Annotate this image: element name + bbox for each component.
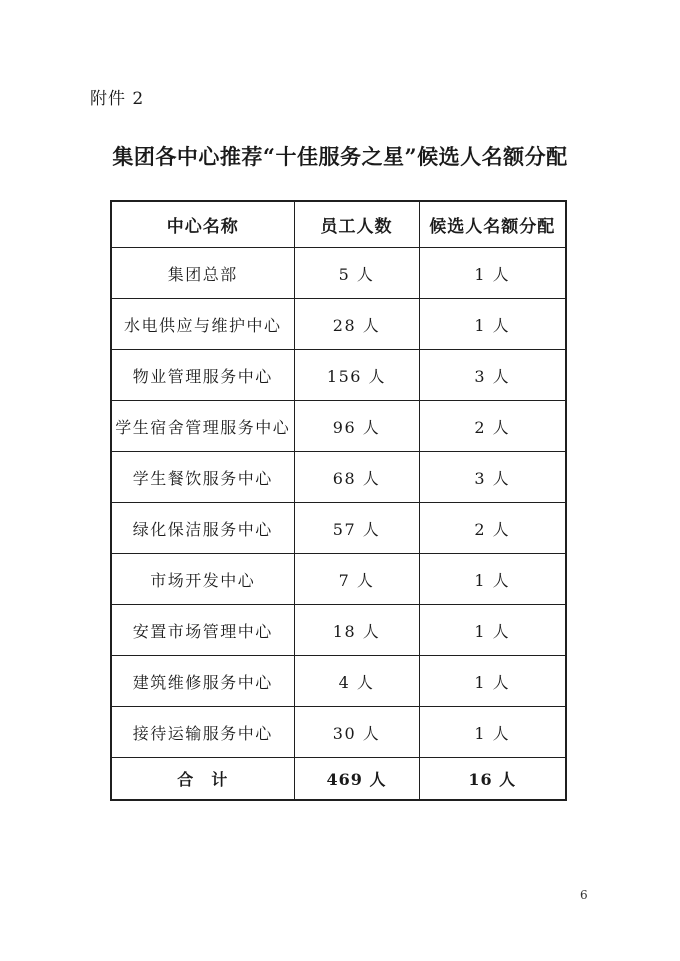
- cell-quota: 1 人: [419, 299, 566, 350]
- cell-quota: 3 人: [419, 350, 566, 401]
- cell-employee-count: 4 人: [294, 656, 419, 707]
- table-total-row: [111, 758, 566, 801]
- header-center-name: 中心名称: [111, 201, 294, 248]
- cell-center-name: 市场开发中心: [111, 554, 294, 605]
- cell-employee-count: 57 人: [294, 503, 419, 554]
- page-number: 6: [580, 888, 588, 902]
- attachment-label: 附件 2: [90, 89, 145, 109]
- cell-quota: 3 人: [419, 452, 566, 503]
- header-employee-count: 员工人数: [294, 201, 419, 248]
- cell-center-name: 学生宿舍管理服务中心: [111, 401, 294, 452]
- cell-total-label: 合 计: [111, 758, 294, 801]
- cell-employee-count: 18 人: [294, 605, 419, 656]
- table-row: [111, 554, 566, 605]
- table-row: [111, 350, 566, 401]
- cell-center-name: 安置市场管理中心: [111, 605, 294, 656]
- cell-center-name: 学生餐饮服务中心: [111, 452, 294, 503]
- quota-allocation-table: [110, 200, 567, 801]
- cell-total-employees: 469 人: [294, 758, 419, 801]
- cell-quota: 1 人: [419, 707, 566, 758]
- cell-center-name: 接待运输服务中心: [111, 707, 294, 758]
- cell-employee-count: 28 人: [294, 299, 419, 350]
- cell-employee-count: 68 人: [294, 452, 419, 503]
- cell-quota: 1 人: [419, 605, 566, 656]
- table-header-row: [111, 201, 566, 248]
- table-row: [111, 248, 566, 299]
- table-row: [111, 656, 566, 707]
- cell-center-name: 集团总部: [111, 248, 294, 299]
- table-row: [111, 401, 566, 452]
- cell-employee-count: 7 人: [294, 554, 419, 605]
- cell-center-name: 建筑维修服务中心: [111, 656, 294, 707]
- cell-center-name: 绿化保洁服务中心: [111, 503, 294, 554]
- cell-employee-count: 156 人: [294, 350, 419, 401]
- table-row: [111, 299, 566, 350]
- cell-quota: 1 人: [419, 248, 566, 299]
- cell-quota: 1 人: [419, 656, 566, 707]
- table-row: [111, 503, 566, 554]
- cell-center-name: 水电供应与维护中心: [111, 299, 294, 350]
- table-row: [111, 452, 566, 503]
- table-row: [111, 605, 566, 656]
- cell-employee-count: 30 人: [294, 707, 419, 758]
- header-quota-allocation: 候选人名额分配: [419, 201, 566, 248]
- cell-employee-count: 5 人: [294, 248, 419, 299]
- cell-total-quota: 16 人: [419, 758, 566, 801]
- cell-quota: 2 人: [419, 401, 566, 452]
- cell-center-name: 物业管理服务中心: [111, 350, 294, 401]
- page-title: 集团各中心推荐“十佳服务之星”候选人名额分配: [112, 144, 568, 169]
- cell-quota: 2 人: [419, 503, 566, 554]
- cell-employee-count: 96 人: [294, 401, 419, 452]
- table-row: [111, 707, 566, 758]
- cell-quota: 1 人: [419, 554, 566, 605]
